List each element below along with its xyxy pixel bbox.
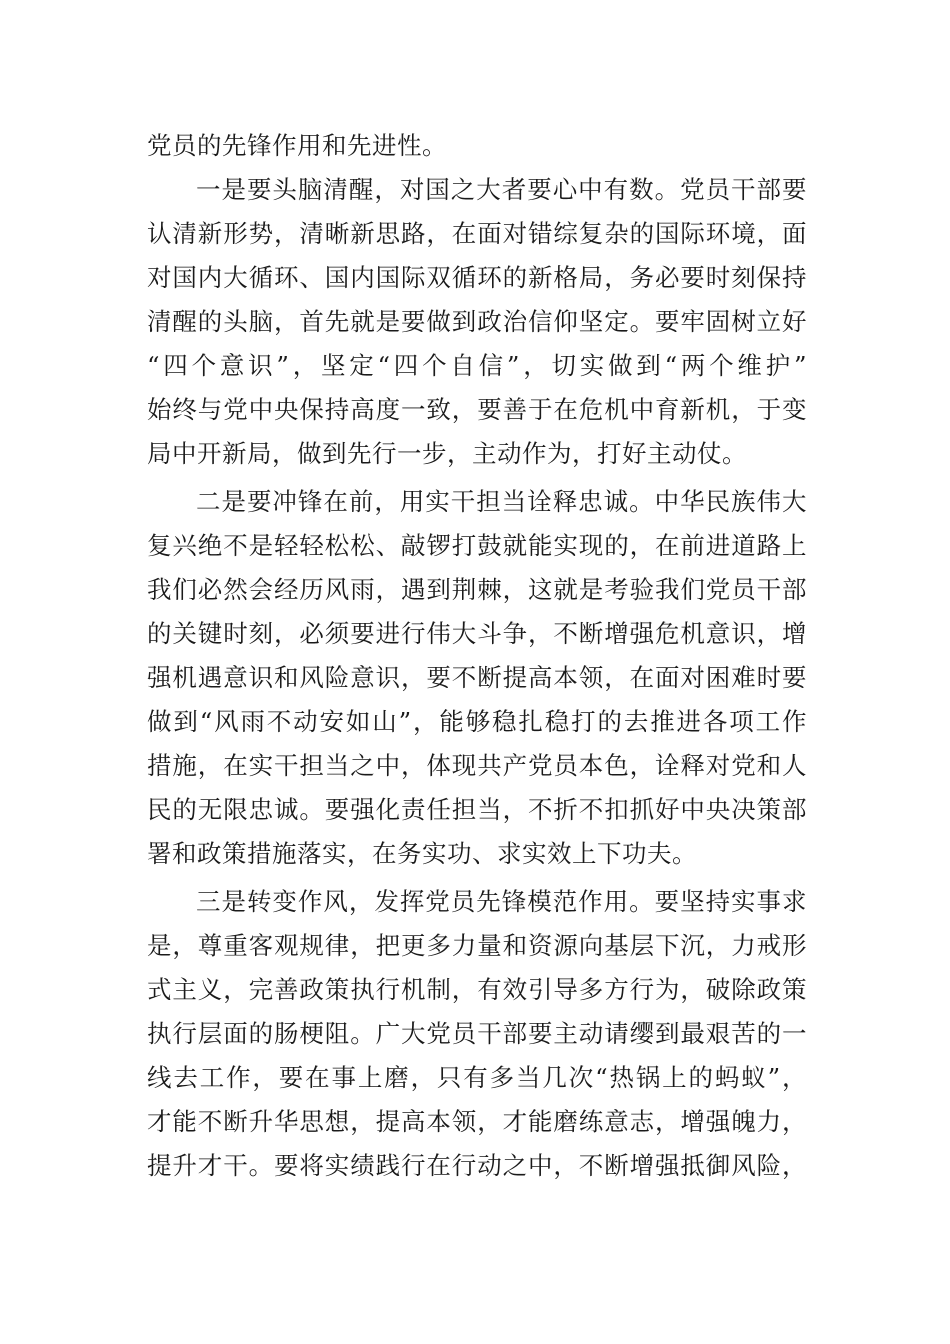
paragraph-line: 我们必然会经历风雨，遇到荆棘，这就是考验我们党员干部 xyxy=(147,575,807,604)
paragraph-line: 是，尊重客观规律，把更多力量和资源向基层下沉，力戒形 xyxy=(147,931,807,960)
paragraph-line: 一是要头脑清醒，对国之大者要心中有数。党员干部要 xyxy=(196,175,807,204)
paragraph-line: 做到“风雨不动安如山”，能够稳扎稳打的去推进各项工作 xyxy=(147,707,807,736)
paragraph-line: 三是转变作风，发挥党员先锋模范作用。要坚持实事求 xyxy=(196,887,807,916)
paragraph-line: 线去工作，要在事上磨，只有多当几次“热锅上的蚂蚁”， xyxy=(147,1063,807,1092)
paragraph-line: “四个意识”，坚定“四个自信”，切实做到“两个维护” xyxy=(147,351,807,380)
paragraph-line: 民的无限忠诚。要强化责任担当，不折不扣抓好中央决策部 xyxy=(147,795,807,824)
paragraph-line: 复兴绝不是轻轻松松、敲锣打鼓就能实现的，在前进道路上 xyxy=(147,531,807,560)
paragraph-line: 措施，在实干担当之中，体现共产党员本色，诠释对党和人 xyxy=(147,751,807,780)
paragraph-line: 始终与党中央保持高度一致，要善于在危机中育新机，于变 xyxy=(147,395,807,424)
paragraph-line: 式主义，完善政策执行机制，有效引导多方行为，破除政策 xyxy=(147,975,807,1004)
paragraph-line: 对国内大循环、国内国际双循环的新格局，务必要时刻保持 xyxy=(147,263,807,292)
paragraph-line: 才能不断升华思想，提高本领，才能磨练意志，增强魄力， xyxy=(147,1107,807,1136)
paragraph-line: 二是要冲锋在前，用实干担当诠释忠诚。中华民族伟大 xyxy=(196,487,807,516)
paragraph-line: 署和政策措施落实，在务实功、求实效上下功夫。 xyxy=(147,839,697,868)
paragraph-line: 党员的先锋作用和先进性。 xyxy=(147,131,447,160)
paragraph-line: 提升才干。要将实绩践行在行动之中，不断增强抵御风险， xyxy=(147,1151,807,1180)
paragraph-line: 局中开新局，做到先行一步，主动作为，打好主动仗。 xyxy=(147,439,747,468)
paragraph-line: 执行层面的肠梗阻。广大党员干部要主动请缨到最艰苦的一 xyxy=(147,1019,807,1048)
paragraph-line: 强机遇意识和风险意识，要不断提高本领，在面对困难时要 xyxy=(147,663,807,692)
paragraph-line: 的关键时刻，必须要进行伟大斗争，不断增强危机意识，增 xyxy=(147,619,807,648)
paragraph-line: 认清新形势，清晰新思路，在面对错综复杂的国际环境，面 xyxy=(147,219,807,248)
paragraph-line: 清醒的头脑，首先就是要做到政治信仰坚定。要牢固树立好 xyxy=(147,307,807,336)
